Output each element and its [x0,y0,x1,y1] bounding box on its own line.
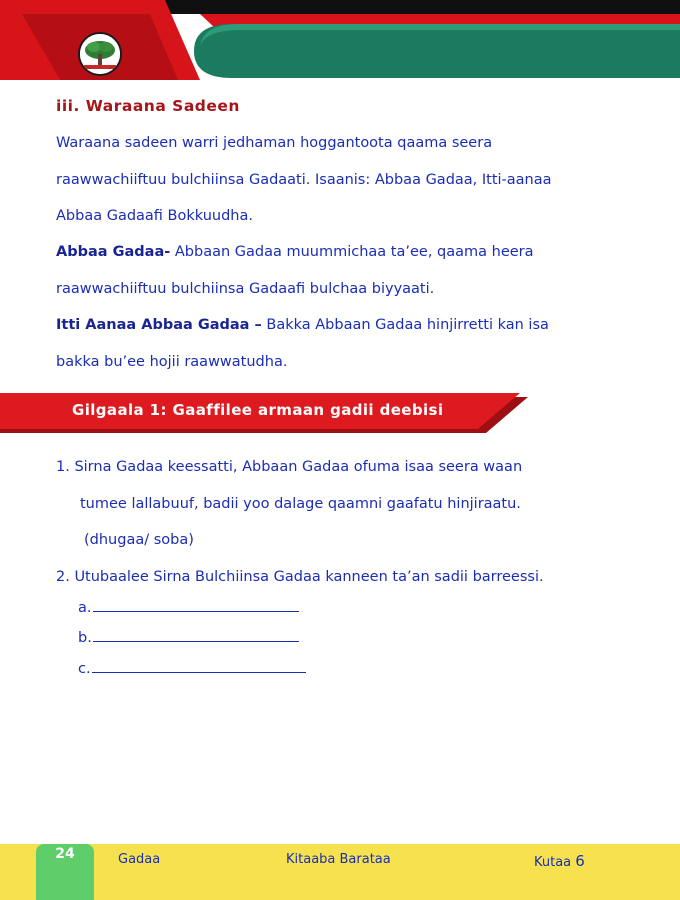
question-1-line: 1. Sirna Gadaa keessatti, Abbaan Gadaa ofuma isaa seera waan [56,459,523,475]
definition-abbaa-gadaa [56,242,534,262]
term-itti-aanaa: Itti Aanaa Abbaa Gadaa – [56,317,262,333]
answer-label: b. [78,630,92,646]
term-abbaa-gadaa: Abbaa Gadaa- [56,244,171,260]
footer-grade [534,852,585,870]
activity-title: Gilgaala 1: Gaaffilee armaan gadii deebisi [72,401,444,419]
page-footer [0,844,680,900]
paragraph-line: bakka bu’ee hojii raawwatudha. [56,354,288,370]
definition-text: Abbaan Gadaa muummichaa ta’ee, qaama heera [170,244,534,260]
definition-text: Bakka Abbaan Gadaa hinjirretti kan isa [261,317,549,333]
definition-itti-aanaa [56,315,549,335]
answer-line-a[interactable] [78,597,299,618]
page-number-tab [36,844,94,900]
answer-blank[interactable] [92,658,306,673]
grade-label: Kutaa [534,855,572,870]
answer-label: c. [78,661,91,677]
footer-subject: Gadaa [118,852,161,867]
paragraph-line: Waraana sadeen warri jedhaman hoggantoota qaama seera [56,135,493,151]
page-header [0,0,680,80]
grade-number: 6 [575,852,585,870]
answer-line-b[interactable] [78,627,299,648]
gadaa-tree-logo-icon [78,32,122,76]
question-2: 2. Utubaalee Sirna Bulchiinsa Gadaa kanneen ta’an sadii barreessi. [56,569,544,585]
paragraph-line: Abbaa Gadaafi Bokkuudha. [56,208,253,224]
paragraph-line: raawwachiiftuu bulchiinsa Gadaafi bulchaa biyyaati. [56,281,435,297]
question-1-options: (dhugaa/ soba) [84,532,194,548]
answer-blank[interactable] [93,627,299,642]
answer-line-c[interactable] [78,658,306,679]
answer-label: a. [78,600,92,616]
paragraph-line: raawwachiiftuu bulchiinsa Gadaati. Isaanis: Abbaa Gadaa, Itti-aanaa [56,172,552,188]
footer-book-title: Kitaaba Barataa [286,852,391,867]
activity-banner [0,391,540,435]
question-1-line: tumee lallabuuf, badii yoo dalage qaamni gaafatu hinjiraatu. [80,496,521,512]
page-number: 24 [55,846,75,862]
answer-blank[interactable] [93,597,299,612]
section-heading: iii. Waraana Sadeen [56,97,240,115]
